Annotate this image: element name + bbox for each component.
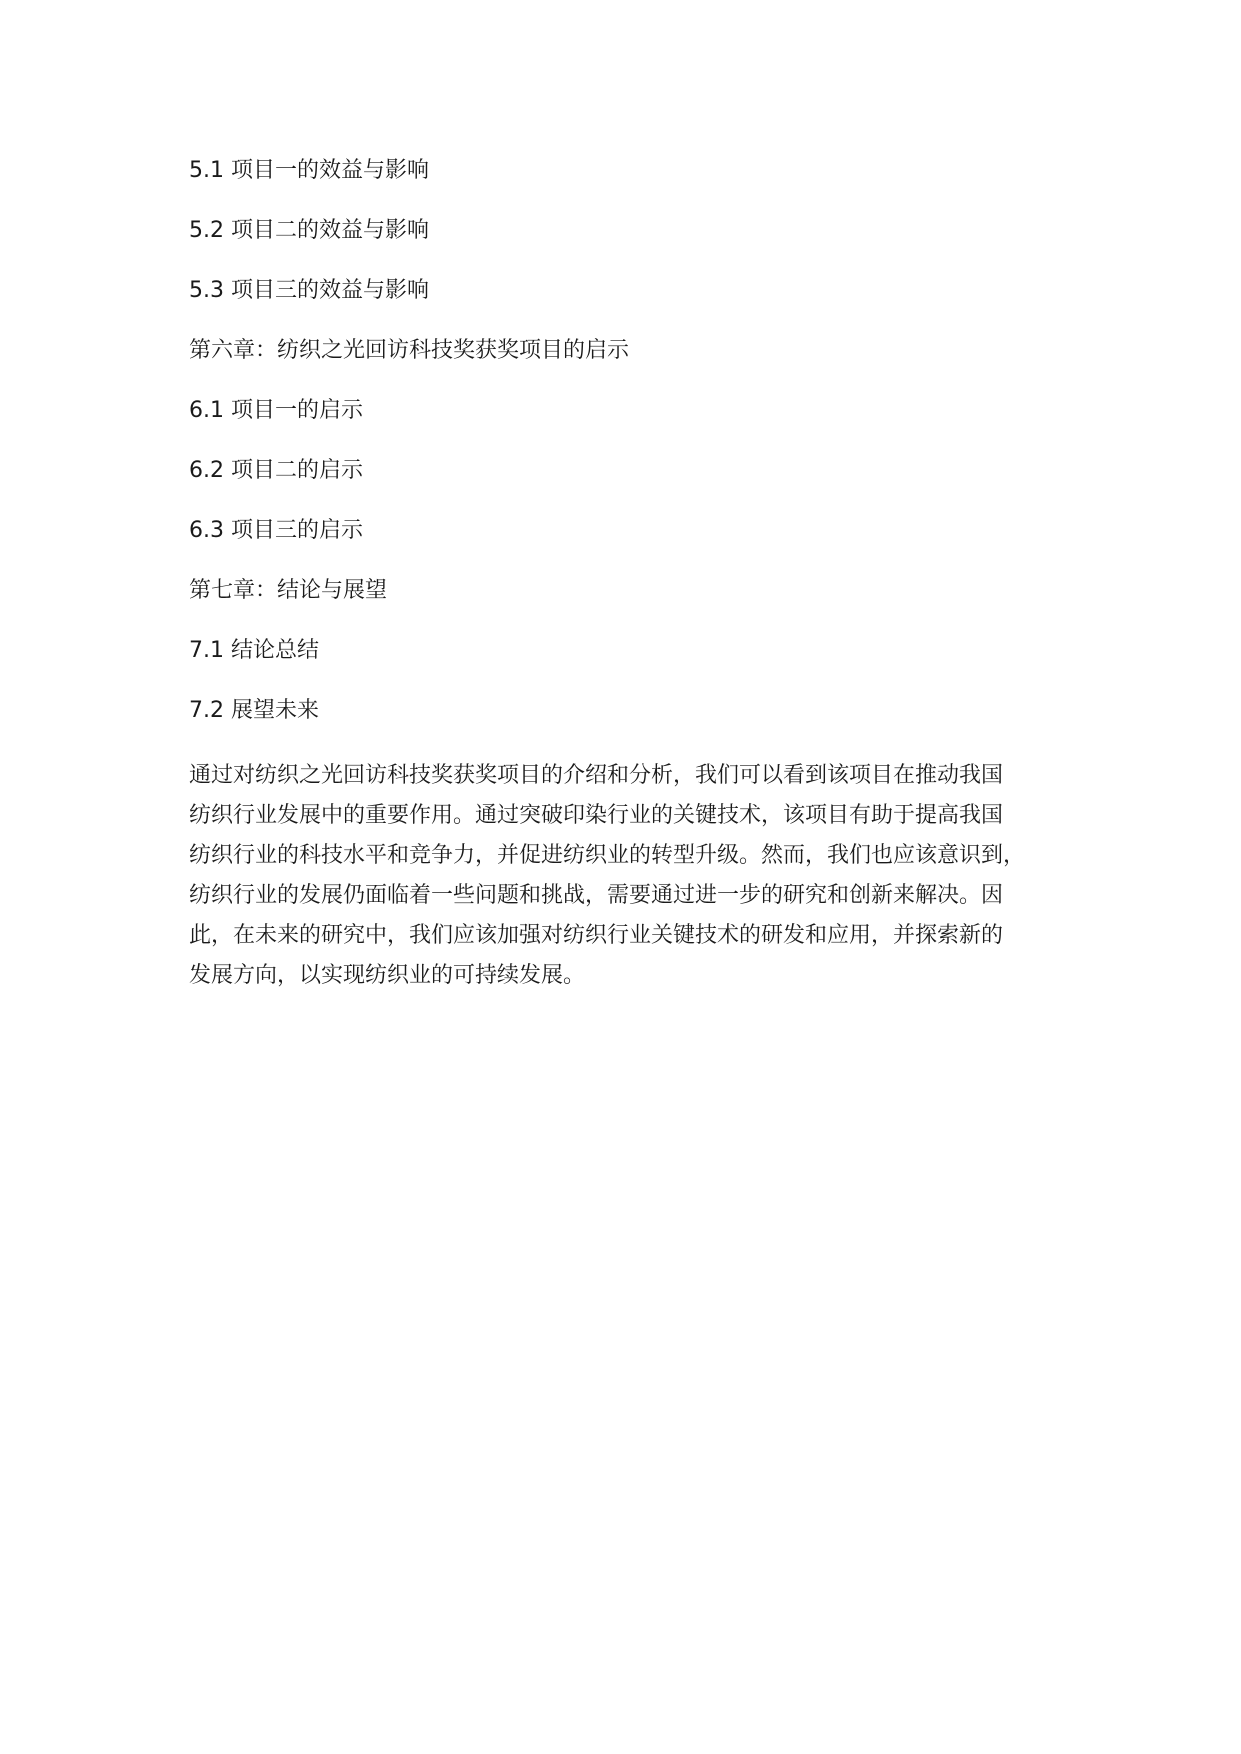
toc-item-5-3: 5.3 项目三的效益与影响: [189, 278, 429, 303]
toc-item-6-1: 6.1 项目一的启示: [189, 398, 363, 423]
paragraph-line: 纺织行业的科技水平和竞争力，并促进纺织业的转型升级。然而，我们也应该意识到，: [189, 843, 1026, 868]
toc-item-7-2: 7.2 展望未来: [189, 698, 319, 723]
toc-chapter-7: 第七章：结论与展望: [189, 578, 388, 603]
toc-item-5-2: 5.2 项目二的效益与影响: [189, 218, 429, 243]
toc-item-6-2: 6.2 项目二的启示: [189, 458, 363, 483]
toc-item-5-1: 5.1 项目一的效益与影响: [189, 158, 429, 183]
paragraph-line: 此，在未来的研究中，我们应该加强对纺织行业关键技术的研发和应用，并探索新的: [189, 923, 1004, 948]
toc-item-7-1: 7.1 结论总结: [189, 638, 319, 663]
paragraph-line: 通过对纺织之光回访科技奖获奖项目的介绍和分析，我们可以看到该项目在推动我国: [189, 763, 1004, 788]
toc-chapter-6: 第六章：纺织之光回访科技奖获奖项目的启示: [189, 338, 630, 363]
paragraph-line: 发展方向，以实现纺织业的可持续发展。: [189, 963, 586, 988]
page-content: [189, 156, 1089, 996]
toc-item-6-3: 6.3 项目三的启示: [189, 518, 363, 543]
paragraph-line: 纺织行业发展中的重要作用。通过突破印染行业的关键技术，该项目有助于提高我国: [189, 803, 1004, 828]
conclusion-paragraph: [189, 756, 1089, 996]
paragraph-line: 纺织行业的发展仍面临着一些问题和挑战，需要通过进一步的研究和创新来解决。因: [189, 883, 1004, 908]
